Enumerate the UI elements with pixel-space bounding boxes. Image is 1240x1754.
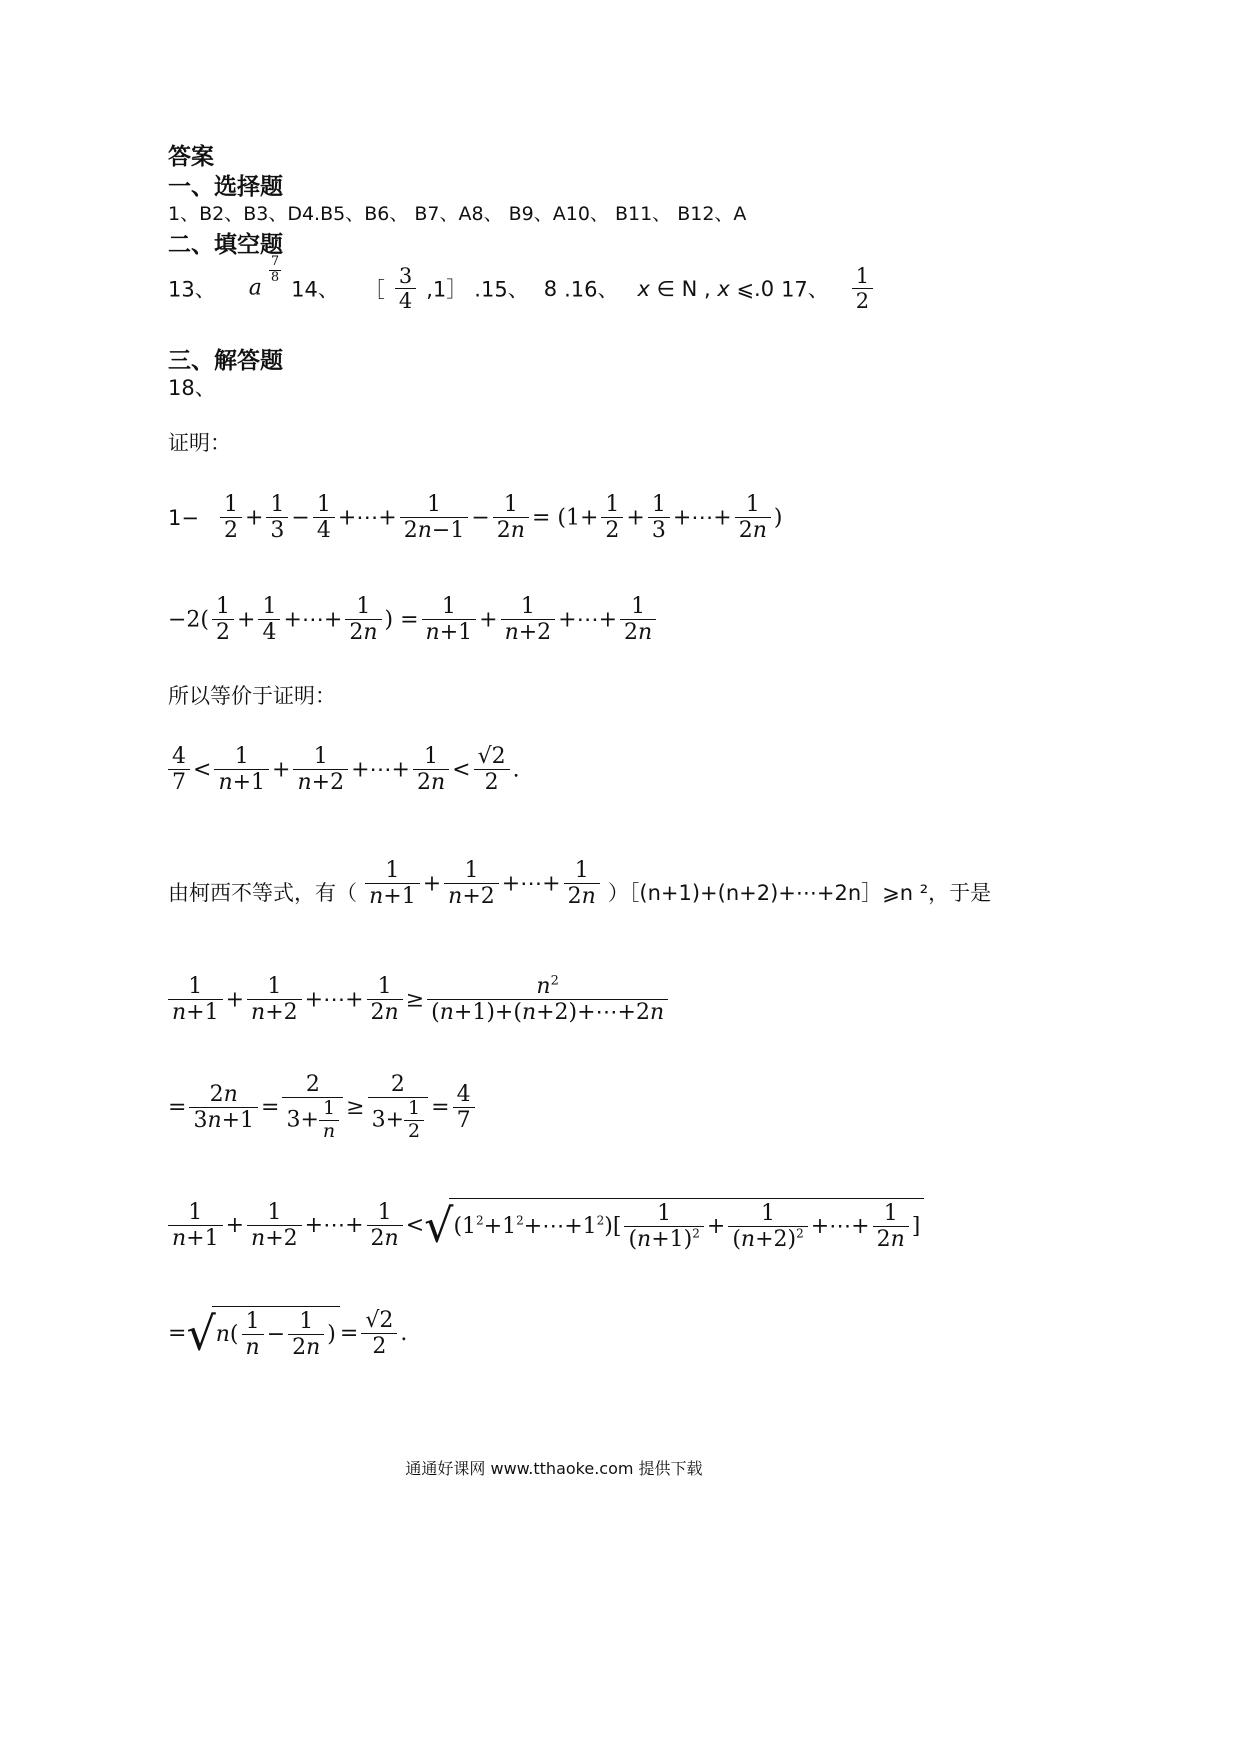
cauchy-text-after: ）［(n+1)+(n+2)+⋯+2n］⩾n ²，于是	[607, 880, 992, 905]
a16-answer	[637, 277, 774, 301]
answer-title: 答案	[168, 144, 214, 170]
equation-cauchy-result: $\frac{1}{n+1}$ + $\frac{1}{n+2}$ +⋯+ $\frac{1}{2n}$ ≥ $\frac{n^2}{(n+1)+(n+2)+\cdots+2n}$	[168, 974, 671, 1026]
q13-label: 13、	[168, 277, 216, 302]
q14-label: 14、	[291, 277, 339, 302]
a16-in: ∈ N ,	[649, 276, 718, 301]
q16-label: .16、	[564, 277, 619, 302]
equation-line-1: 1− $\frac{1}{2}$ + $\frac{1}{3}$ − $\frac{1}{4}$ +⋯+ $\frac{1}{2n-1}$ − $\frac{1}{2n}$ = (1+ $\frac{1}{2}$ + $\frac{1}{3}$ +⋯+ $\frac{1}{2n}$ )	[168, 492, 783, 544]
a14-num: 3	[395, 264, 416, 289]
cauchy-text-before: 由柯西不等式，有（	[168, 880, 357, 905]
a15-value: 8	[543, 276, 558, 301]
a13-exp-num: 7	[270, 254, 280, 270]
line1-prefix: 1−	[168, 505, 199, 530]
cauchy-line: 由柯西不等式，有（ $\frac{1}{n+1}$ + $\frac{1}{n+2}$ +⋯+ $\frac{1}{2n}$ ）［(n+1)+(n+2)+⋯+2n］⩾n ²，于是	[168, 858, 992, 910]
a13-base: a	[248, 275, 262, 301]
a16-cond: ⩽.0	[729, 276, 775, 301]
equation-final: =√n( $\frac{1}{n}$ − $\frac{1}{2n}$ ) = $\frac{√2}{2}$ .	[168, 1306, 408, 1361]
footer-text: 通通好课网 www.tthaoke.com 提供下载	[405, 1459, 703, 1478]
choice-answers: 1、B2、B3、D4.B5、B6、 B7、A8、 B9、A10、 B11、 B12、A	[168, 203, 747, 225]
proof-label: 证明：	[168, 431, 231, 455]
equivalent-text: 所以等价于证明：	[168, 684, 336, 708]
q18-label: 18、	[168, 376, 216, 400]
a14-fraction	[395, 264, 416, 313]
section-title-choice: 一、选择题	[168, 174, 283, 200]
a14-rest: ,1］	[426, 277, 468, 302]
a16-var: x	[637, 276, 650, 301]
section-title-fill: 二、填空题	[168, 232, 283, 258]
a13-expression	[248, 254, 284, 304]
equation-target: $\frac{4}{7}$ < $\frac{1}{n+1}$ + $\frac{1}{n+2}$ +⋯+ $\frac{1}{2n}$ < $\frac{√2}{2}$ .	[168, 744, 520, 796]
a17-den: 2	[855, 289, 870, 314]
q15-label: .15、	[474, 277, 529, 302]
section-title-solve: 三、解答题	[168, 348, 283, 374]
equation-line-2: −2( $\frac{1}{2}$ + $\frac{1}{4}$ +⋯+ $\frac{1}{2n}$ ) = $\frac{1}{n+1}$ + $\frac{1}{n+2}$ +⋯+ $\frac{1}{2n}$	[168, 594, 659, 646]
a14-den: 4	[398, 289, 413, 314]
equation-simplify: = $\frac{2n}{3n+1}$ = 2 3+ $\frac{1}{n}$ ≥ 2 3+ $\frac{1}{2}$ = $\frac{4}{7}$	[168, 1072, 478, 1143]
a13-exp-den: 8	[270, 270, 280, 286]
a17-fraction	[852, 264, 873, 313]
a17-num: 1	[852, 264, 873, 289]
a13-exponent	[269, 255, 281, 286]
a14-open: ［	[363, 277, 385, 302]
equation-upper-bound: $\frac{1}{n+1}$ + $\frac{1}{n+2}$ +⋯+ $\frac{1}{2n}$ $<√(1^2+1^2+\cdots+1^2)$[ $\frac{1}{(n+1)^2}$ + $\frac{1}{(n+2)^2}$ +⋯+ $\frac{1}{2n}$ ]	[168, 1198, 924, 1253]
q17-label: 17、	[781, 277, 829, 302]
a16-var2: x	[717, 276, 730, 301]
fill-answers-line	[168, 254, 876, 334]
